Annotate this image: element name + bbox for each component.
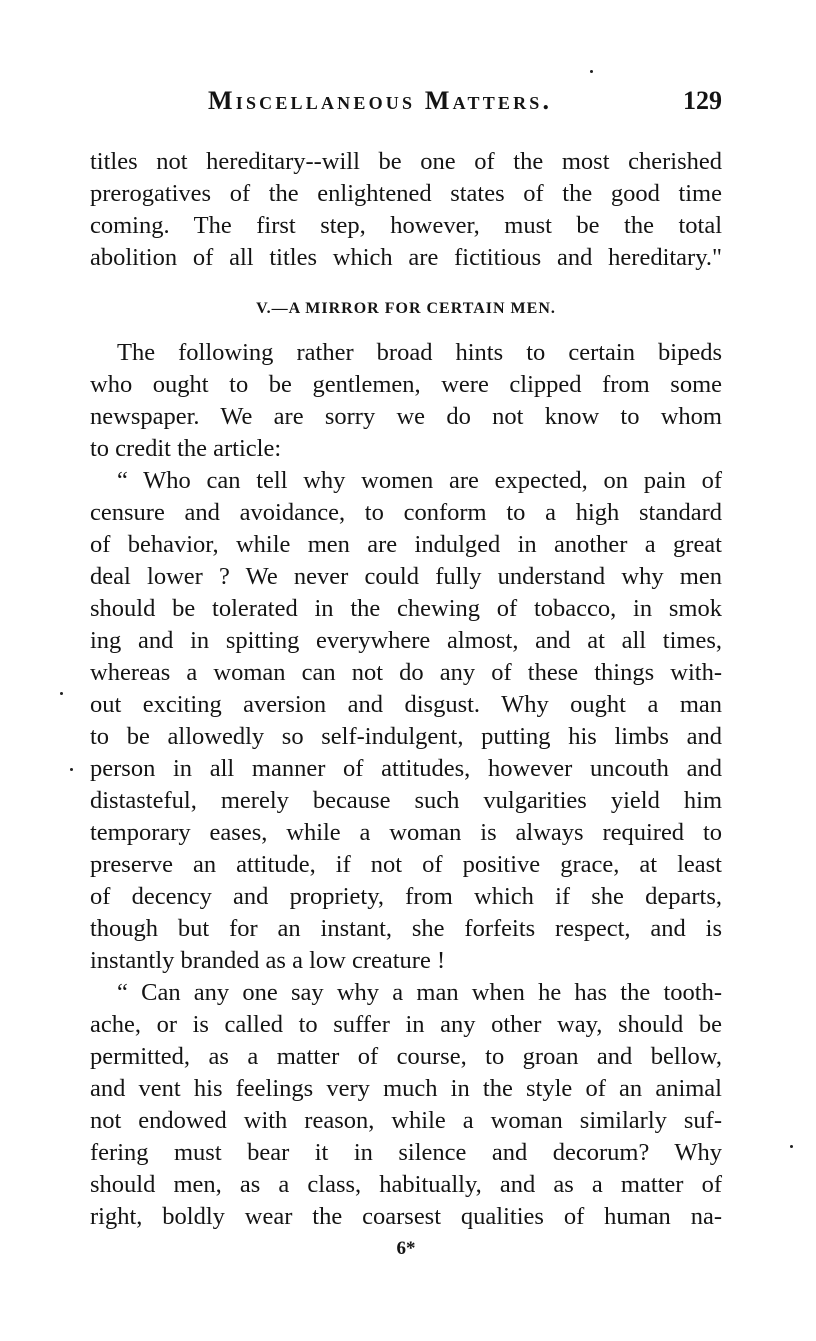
text-line: instantly branded as a low creature ! [90, 947, 446, 974]
text-line: to credit the article: [90, 435, 282, 462]
text-line: coming. The first step, however, must be the total [90, 212, 722, 239]
text-line: who ought to be gentlemen, were clipped from some [90, 371, 722, 398]
text-line: of decency and propriety, from which if she departs, [90, 883, 722, 910]
text-line: permitted, as a matter of course, to groan and bellow, [90, 1043, 722, 1070]
text-line: censure and avoidance, to conform to a high standard [90, 499, 722, 526]
text-line: should men, as a class, habitually, and as a matter of [90, 1171, 722, 1198]
text-line: not endowed with reason, while a woman similarly suf- [90, 1107, 722, 1134]
section-heading: V.—A MIRROR FOR CERTAIN MEN. [256, 300, 556, 317]
text-line: prerogatives of the enlightened states of the good time [90, 180, 722, 207]
text-line: should be tolerated in the chewing of tobacco, in smok [90, 595, 722, 622]
text-line: of behavior, while men are indulged in another a great [90, 531, 722, 558]
scan-speck [790, 1145, 793, 1148]
text-line: to be allowedly so self-indulgent, putting his limbs and [90, 723, 722, 750]
text-line: and vent his feelings very much in the style of an animal [90, 1075, 722, 1102]
text-line: The following rather broad hints to certain bipeds [117, 339, 722, 366]
text-line: “ Can any one say why a man when he has the tooth- [117, 979, 722, 1006]
text-line: out exciting aversion and disgust. Why ought a man [90, 691, 722, 718]
text-line: temporary eases, while a woman is always required to [90, 819, 722, 846]
text-line: though but for an instant, she forfeits respect, and is [90, 915, 722, 942]
text-line: whereas a woman can not do any of these things with- [90, 659, 722, 686]
scan-speck [60, 692, 63, 695]
text-line: person in all manner of attitudes, however uncouth and [90, 755, 722, 782]
text-line: deal lower ? We never could fully understand why men [90, 563, 722, 590]
running-title: Miscellaneous Matters. [208, 86, 553, 115]
scan-speck [70, 768, 73, 771]
running-head [90, 86, 722, 126]
text-line: ing and in spitting everywhere almost, and at all times, [90, 627, 722, 654]
text-line: newspaper. We are sorry we do not know to whom [90, 403, 722, 430]
text-line: right, boldly wear the coarsest qualities of human na- [90, 1203, 722, 1230]
text-line: fering must bear it in silence and decorum? Why [90, 1139, 722, 1166]
scan-speck [590, 70, 593, 73]
text-line: ache, or is called to suffer in any other way, should be [90, 1011, 722, 1038]
page-number: 129 [683, 86, 722, 115]
text-line: preserve an attitude, if not of positive grace, at least [90, 851, 722, 878]
signature-mark: 6* [396, 1238, 416, 1259]
text-line: “ Who can tell why women are expected, on pain of [117, 467, 722, 494]
text-line: titles not hereditary--will be one of the most cherished [90, 148, 722, 175]
text-line: abolition of all titles which are fictitious and hereditary." [90, 244, 722, 271]
text-line: distasteful, merely because such vulgarities yield him [90, 787, 722, 814]
